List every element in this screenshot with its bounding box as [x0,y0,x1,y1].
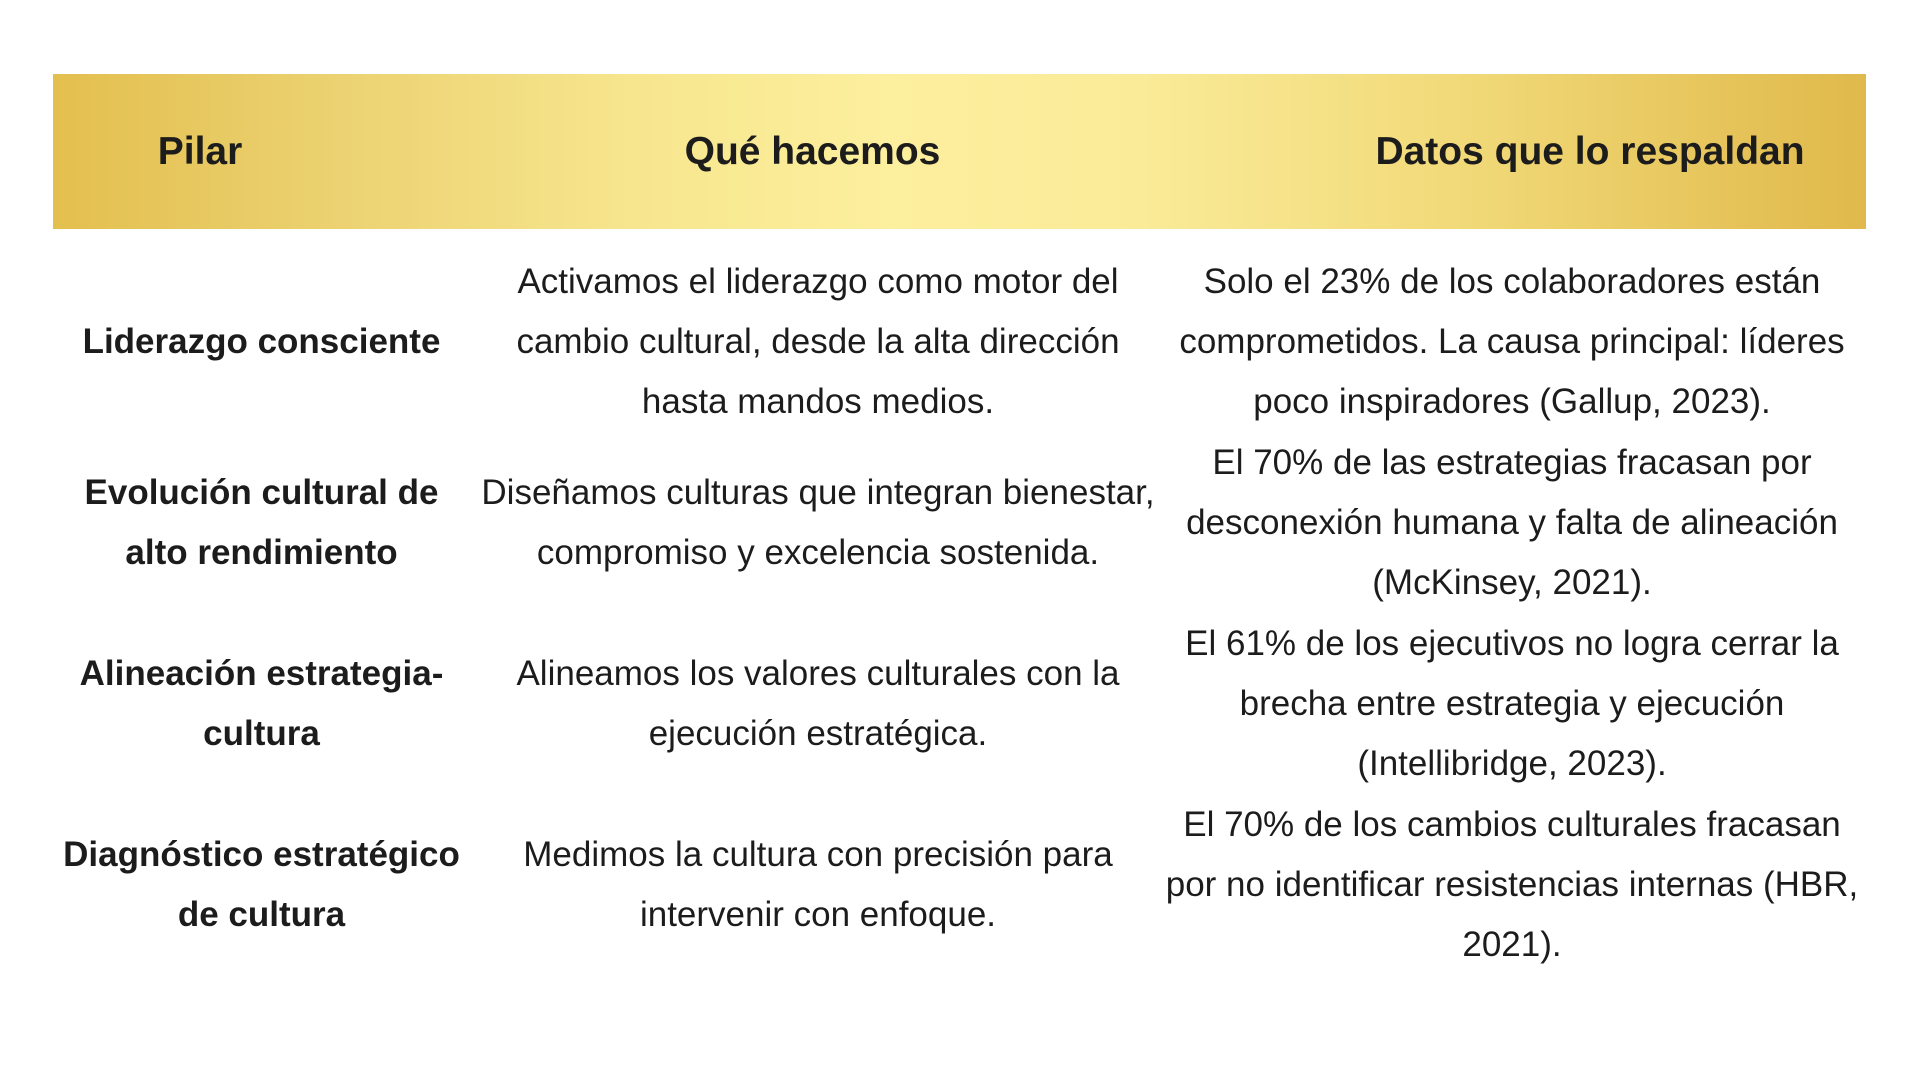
row-pilar: Alineación estrategia-cultura [79,654,444,753]
row-pilar: Evolución cultural de alto rendimiento [84,473,439,572]
header-datos: Datos que lo respaldan [1375,129,1805,173]
header-que-hacemos: Qué hacemos [684,129,941,173]
row-que-hacemos: Medimos la cultura con precisión para intervenir con enfoque. [523,835,1113,934]
table-row [53,614,1866,794]
row-que-hacemos: Activamos el liderazgo como motor del cambio cultural, desde la alta dirección hasta mandos medios. [516,262,1120,421]
row-datos: El 61% de los ejecutivos no logra cerrar la brecha entre estrategia y ejecución (Intellibridge, 2023). [1185,624,1839,783]
row-que-hacemos: Diseñamos culturas que integran bienestar, compromiso y excelencia sostenida. [481,473,1155,572]
table-row [53,433,1866,613]
row-datos: El 70% de las estrategias fracasan por desconexión humana y falta de alineación (McKinsey, 2021). [1186,443,1838,602]
table-row [53,795,1866,975]
header-pilar: Pilar [157,129,243,173]
row-pilar: Diagnóstico estratégico de cultura [63,835,460,934]
row-datos: Solo el 23% de los colaboradores están comprometidos. La causa principal: líderes poco inspiradores (Gallup, 2023). [1179,262,1845,421]
row-que-hacemos: Alineamos los valores culturales con la ejecución estratégica. [516,654,1120,753]
row-pilar: Liderazgo consciente [82,322,441,361]
table-row [53,252,1866,432]
row-datos: El 70% de los cambios culturales fracasan por no identificar resistencias internas (HBR, 2021). [1165,805,1859,964]
